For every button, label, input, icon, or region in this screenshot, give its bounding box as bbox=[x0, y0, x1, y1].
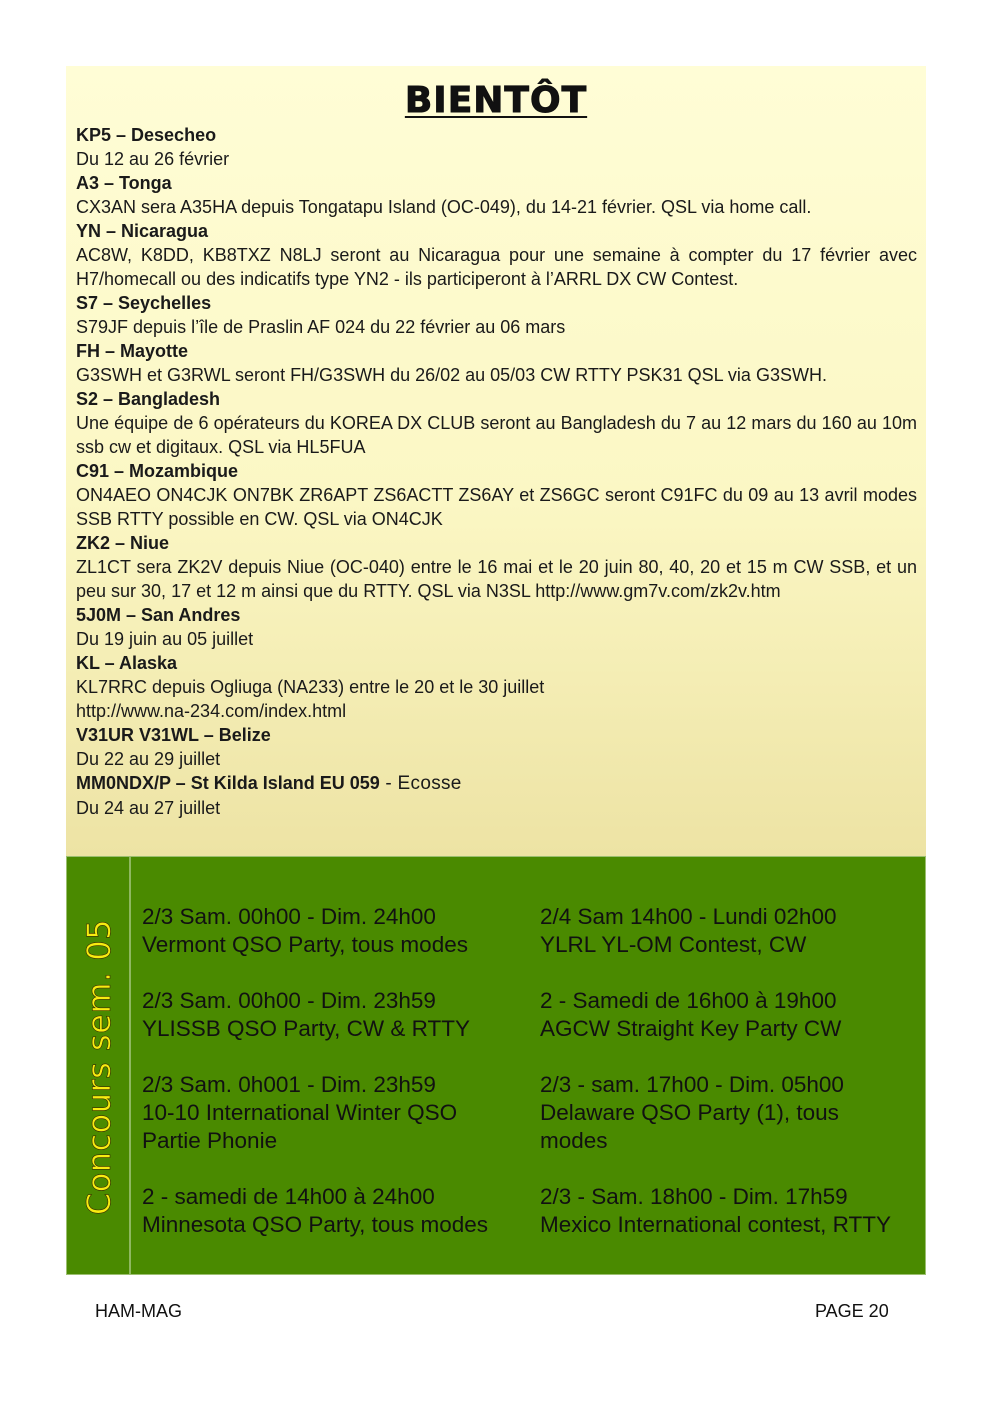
contest-entry bbox=[540, 1071, 920, 1155]
entry-body: http://www.na-234.com/index.html bbox=[76, 701, 347, 721]
contest-name: AGCW Straight Key Party CW bbox=[540, 1016, 842, 1041]
contest-date: 2 - Samedi de 16h00 à 19h00 bbox=[540, 988, 837, 1013]
entry-heading-suffix: - Ecosse bbox=[379, 773, 462, 794]
footer-page-number: PAGE 20 bbox=[815, 1301, 889, 1321]
entry-body: Du 24 au 27 juillet bbox=[76, 798, 221, 818]
page-title: BIENTÔT bbox=[404, 80, 588, 121]
contest-entry bbox=[540, 987, 920, 1043]
entry-body: S79JF depuis l’île de Praslin AF 024 du 22 février au 06 mars bbox=[76, 317, 566, 337]
entry-heading: A3 – Tonga bbox=[76, 173, 172, 193]
entry-heading: KL – Alaska bbox=[76, 653, 178, 673]
contest-name: Mexico International contest, RTTY bbox=[540, 1212, 891, 1237]
entry-heading: S2 – Bangladesh bbox=[76, 389, 221, 409]
entry-heading: 5J0M – San Andres bbox=[76, 605, 241, 625]
entry-body: KL7RRC depuis Ogliuga (NA233) entre le 20 et le 30 juillet bbox=[76, 677, 545, 697]
entry-heading: ZK2 – Niue bbox=[76, 533, 170, 553]
contest-entry bbox=[142, 903, 522, 959]
contest-name: Partie Phonie bbox=[142, 1128, 278, 1153]
contest-date: 2 - samedi de 14h00 à 24h00 bbox=[142, 1184, 435, 1209]
entry-body: G3SWH et G3RWL seront FH/G3SWH du 26/02 au 05/03 CW RTTY PSK31 QSL via G3SWH. bbox=[76, 365, 827, 385]
contest-entry bbox=[142, 987, 522, 1043]
contest-date: 2/3 Sam. 00h00 - Dim. 23h59 bbox=[142, 988, 436, 1013]
contest-date: 2/3 - Sam. 18h00 - Dim. 17h59 bbox=[540, 1184, 848, 1209]
entry-heading: KP5 – Desecheo bbox=[76, 125, 217, 145]
contest-entry bbox=[540, 1183, 920, 1239]
contest-entry bbox=[142, 1183, 522, 1239]
contest-name: modes bbox=[540, 1128, 608, 1153]
contest-date: 2/3 Sam. 0h001 - Dim. 23h59 bbox=[142, 1072, 436, 1097]
contest-name: Vermont QSO Party, tous modes bbox=[142, 932, 468, 957]
contests-box bbox=[66, 856, 926, 1275]
contest-entry bbox=[142, 1071, 522, 1155]
entry-heading: C91 – Mozambique bbox=[76, 461, 239, 481]
entry-body: CX3AN sera A35HA depuis Tongatapu Island (OC-049), du 14-21 février. QSL via home call. bbox=[76, 197, 812, 217]
entry-body: Du 19 juin au 05 juillet bbox=[76, 629, 254, 649]
contest-name: Minnesota QSO Party, tous modes bbox=[142, 1212, 488, 1237]
entry-body: AC8W, K8DD, KB8TXZ N8LJ seront au Nicaragua pour une semaine à compter du 17 février avec H7/homecall ou des indicatifs type YN2 - ils participeront à l’ARRL DX CW Contest. bbox=[76, 245, 917, 289]
entry-heading: V31UR V31WL – Belize bbox=[76, 725, 271, 745]
contests-side-panel bbox=[67, 857, 131, 1274]
contest-date: 2/4 Sam 14h00 - Lundi 02h00 bbox=[540, 904, 837, 929]
entry-body: ZL1CT sera ZK2V depuis Niue (OC-040) entre le 16 mai et le 20 juin 80, 40, 20 et 15 m CW SSB, et un peu sur 30, 17 et 12 m ainsi que du RTTY. QSL via N3SL http://www.gm7v.com/zk2v.htm bbox=[76, 557, 917, 601]
entry-heading: FH – Mayotte bbox=[76, 341, 189, 361]
entry-heading: MM0NDX/P – St Kilda Island EU 059 - Ecosse bbox=[76, 773, 462, 794]
entry-body: Du 22 au 29 juillet bbox=[76, 749, 221, 769]
entry-body: Une équipe de 6 opérateurs du KOREA DX CLUB seront au Bangladesh du 7 au 12 mars du 160 au 10m ssb cw et digitaux. QSL via HL5FUA bbox=[76, 413, 917, 457]
contest-date: 2/3 - sam. 17h00 - Dim. 05h00 bbox=[540, 1072, 844, 1097]
contests-side-label: Concours sem. 05 bbox=[80, 918, 118, 1216]
entry-body: ON4AEO ON4CJK ON7BK ZR6APT ZS6ACTT ZS6AY et ZS6GC seront C91FC du 09 au 13 avril modes SSB RTTY possible en CW. QSL via ON4CJK bbox=[76, 485, 917, 529]
footer-magazine-name: HAM-MAG bbox=[95, 1301, 182, 1321]
contest-name: Delaware QSO Party (1), tous bbox=[540, 1100, 839, 1125]
contest-name: 10-10 International Winter QSO bbox=[142, 1100, 458, 1125]
entry-heading: YN – Nicaragua bbox=[76, 221, 209, 241]
entry-body: Du 12 au 26 février bbox=[76, 149, 230, 169]
contest-entry bbox=[540, 903, 920, 959]
upcoming-dx-box bbox=[66, 66, 926, 856]
dx-entries-list bbox=[76, 123, 917, 820]
contest-date: 2/3 Sam. 00h00 - Dim. 24h00 bbox=[142, 904, 436, 929]
entry-heading: S7 – Seychelles bbox=[76, 293, 212, 313]
contest-name: YLISSB QSO Party, CW & RTTY bbox=[142, 1016, 470, 1041]
contest-name: YLRL YL-OM Contest, CW bbox=[540, 932, 807, 957]
